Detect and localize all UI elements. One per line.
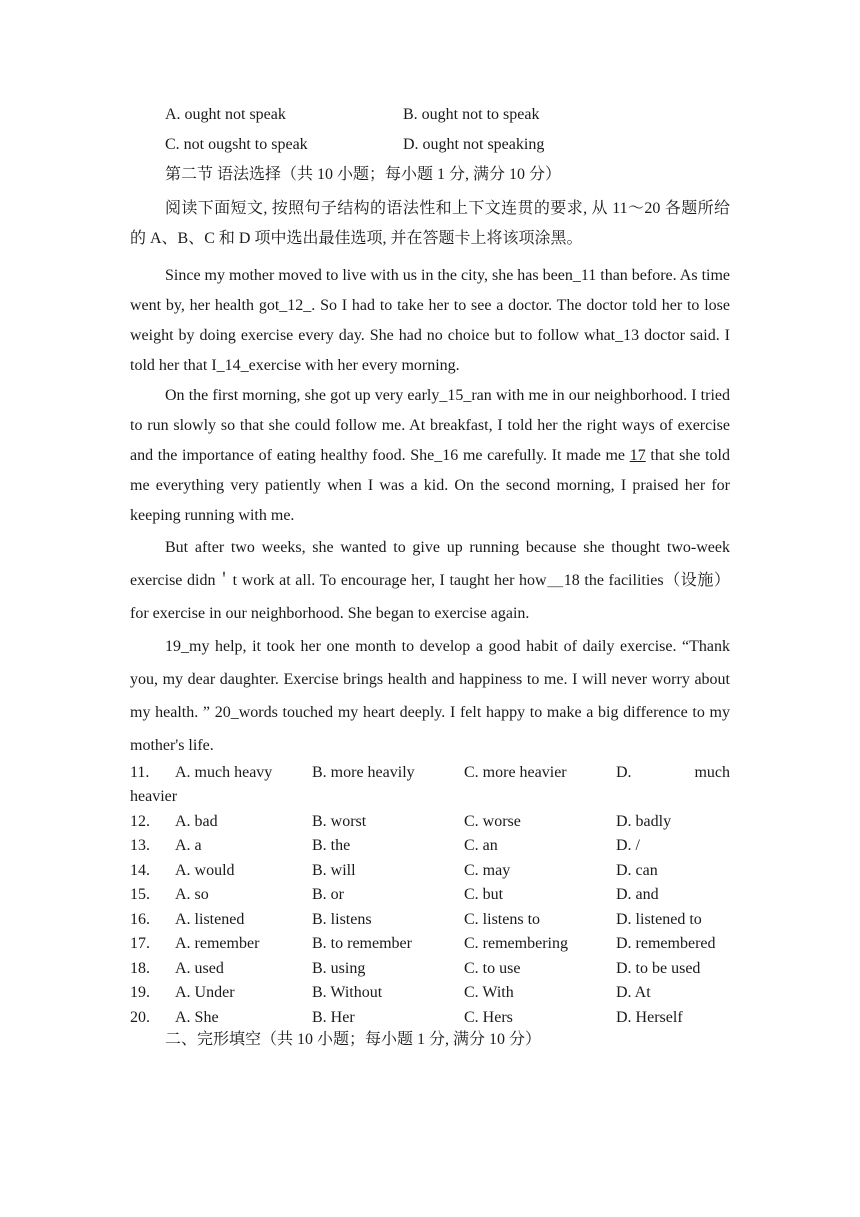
next-section-block [130,1028,730,1052]
question-row [130,883,730,907]
option-d-continued: much [694,764,730,781]
question-row [130,957,730,981]
question-row [130,932,730,956]
option-a: A. She [175,1009,219,1026]
option-d: D. Herself [616,1009,683,1026]
question-row [130,810,730,834]
option-c: C. more heavier [464,764,567,781]
option-c: C. With [464,984,514,1001]
option-d: D. / [616,837,640,854]
option-d: D. [616,764,632,781]
question-row [130,859,730,883]
option-b: B. will [312,862,356,879]
instructions: 阅读下面短文, 按照句子结构的语法性和上下文连贯的要求, 从 11～20 各题所给的 A、B、C 和 D 项中选出最佳选项, 并在答题卡上将该项涂黑。 [130,200,730,247]
passage-paragraph-3: But after two weeks, she wanted to give up running because she thought two-week exercise didn＇t work at all. To encourage her, I taught her how＿18 the facilities（设施）for exercise in our neighborhood. She began to exercise again. [130,539,730,622]
next-section-heading: 二、完形填空（共 10 小题；每小题 1 分, 满分 10 分） [165,1031,542,1048]
question-number: 16. [130,911,150,928]
passage-paragraph-2 [130,381,730,531]
option-b: B. Without [312,984,383,1001]
section-heading: 第二节 语法选择（共 10 小题；每小题 1 分, 满分 10 分） [165,166,562,183]
option-c: C. but [464,886,504,903]
question-row [130,908,730,932]
option-b: B. using [312,960,366,977]
option-b: B. or [312,886,344,903]
question-number: 15. [130,886,150,903]
option-a: A. would [175,862,235,879]
section-two-heading-block [130,160,730,190]
option-c: C. an [464,837,498,854]
option-a: A. much heavy [175,764,273,781]
option-b: B. worst [312,813,367,830]
question-number: 13. [130,837,150,854]
option-b: B. Her [312,1009,355,1026]
question-number: 11. [130,764,150,781]
question-row [130,981,730,1005]
option-d: D. listened to [616,911,702,928]
question-number: 20. [130,1009,150,1026]
question-row [130,1006,730,1030]
option-a: A. Under [175,984,235,1001]
question-row [130,761,730,785]
option-c: C. listens to [464,911,541,928]
option-a: A. ought not speak [165,106,286,123]
question-number: 12. [130,813,150,830]
paragraph-2-text-after: that she told me everything very patiently when I was a kid. On the second morning, I praised her for keeping running with me. [130,447,730,524]
blank-17: 17 [629,447,646,464]
option-a: A. used [175,960,224,977]
option-b: B. listens [312,911,372,928]
option-b: B. the [312,837,351,854]
option-a: A. so [175,886,209,903]
question-list [130,761,730,1033]
passage [130,261,730,762]
question-number: 14. [130,862,150,879]
option-d: D. to be used [616,960,701,977]
option-a: A. a [175,837,202,854]
passage-paragraph-1: Since my mother moved to live with us in the city, she has been_11 than before. As time went by, her health got_12_. So I had to take her to see a doctor. The doctor told her to lose weight by doing exercise every day. She had no choice but to follow what_13 doctor said. I told her that I_14_exercise with her every morning. [130,267,730,374]
paragraph-2-text-before: On the first morning, she got up very early_15_ran with me in our neighborhood. I tried to run slowly so that she could follow me. At breakfast, I told her the right ways of exercise and the importance of eating healthy food. She_16 me carefully. It made me [130,387,730,464]
previous-question-options [130,100,730,160]
option-d-wrapped-text: heavier [130,788,178,805]
option-a: A. remember [175,935,260,952]
option-d: D. badly [616,813,672,830]
option-d: D. and [616,886,659,903]
question-wrap-line [130,785,730,809]
instructions-block [130,194,730,254]
passage-paragraph-4: 19_my help, it took her one month to develop a good habit of daily exercise. “Thank you, my dear daughter. Exercise brings health and happiness to me. I will never worry about my health. ” 20_words touched my heart deeply. I felt happy to make a big difference to my mother's life. [130,638,730,754]
option-b: B. ought not to speak [403,106,540,123]
option-c: C. worse [464,813,521,830]
option-c: C. remembering [464,935,568,952]
option-d: D. At [616,984,651,1001]
option-c: C. may [464,862,511,879]
option-d: D. can [616,862,658,879]
option-a: A. listened [175,911,245,928]
question-row [130,834,730,858]
option-c: C. Hers [464,1009,513,1026]
option-d: D. ought not speaking [403,136,545,153]
option-a: A. bad [175,813,218,830]
option-c: C. not ougsht to speak [165,136,308,153]
question-number: 17. [130,935,150,952]
question-number: 19. [130,984,150,1001]
option-c: C. to use [464,960,521,977]
question-number: 18. [130,960,150,977]
option-d: D. remembered [616,935,716,952]
option-b: B. more heavily [312,764,415,781]
option-b: B. to remember [312,935,412,952]
